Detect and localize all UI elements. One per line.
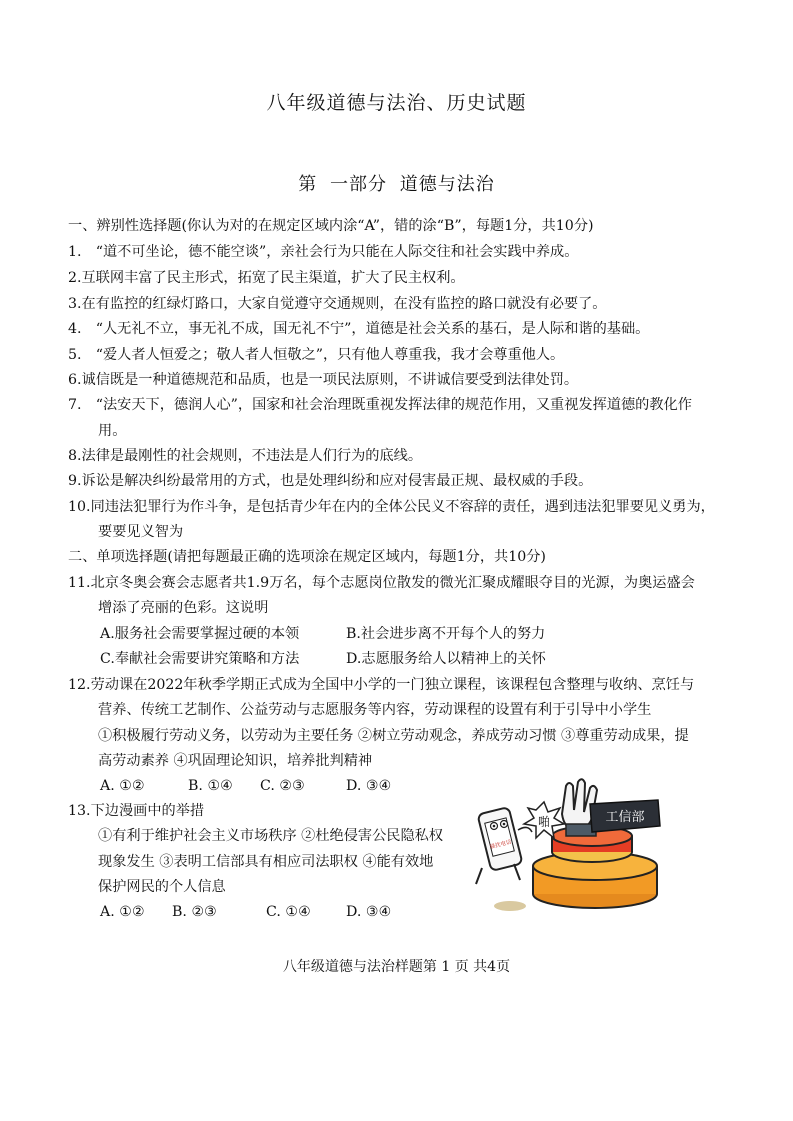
- sign-label: 工信部: [605, 810, 645, 825]
- q13-option-d: D. ③④: [346, 904, 392, 920]
- question-10: 10.同违法犯罪行为作斗争，是包括青少年在内的全体公民义不容辞的责任，遇到违法犯罪要见义勇为，: [68, 499, 715, 515]
- question-12: 12.劳动课在2022年秋季学期正式成为全国中小学的一门独立课程，该课程包含整理与收纳、烹饪与: [68, 677, 695, 693]
- q12-option-b: B. ①④: [188, 778, 233, 794]
- question-7: 7. “法安天下，德润人心”，国家和社会治理既重视发挥法律的规范作用，又重视发挥道德的教化作: [68, 397, 692, 413]
- q11-option-c: C.奉献社会需要讲究策略和方法: [100, 651, 300, 667]
- q13-option-a: A. ①②: [100, 904, 145, 920]
- question-10-cont: 要要见义智为: [98, 524, 184, 540]
- cartoon-illustration: [470, 774, 662, 922]
- question-6: 6.诚信既是一种道德规范和品质，也是一项民法原则，不讲诚信要受到法律处罚。: [68, 372, 579, 388]
- question-13-statements: ①有利于维护社会主义市场秩序 ②杜绝侵害公民隐私权: [98, 828, 444, 844]
- question-11: 11.北京冬奥会赛会志愿者共1.9万名，每个志愿岗位散发的微光汇聚成耀眼夺目的光源，为奥运盛会: [68, 575, 695, 591]
- q12-option-d: D. ③④: [346, 778, 392, 794]
- question-2: 2.互联网丰富了民主形式，拓宽了民主渠道，扩大了民主权利。: [68, 270, 465, 286]
- q11-option-a: A.服务社会需要掌握过硬的本领: [100, 626, 300, 642]
- section2-header: 二、单项选择题(请把每题最正确的选项涂在规定区域内，每题1分，共10分): [68, 549, 546, 565]
- question-9: 9.诉讼是解决纠纷最常用的方式，也是处理纠纷和应对侵害最正规、最权威的手段。: [68, 473, 593, 489]
- question-1: 1. “道不可坐论，德不能空谈”，亲社会行为只能在人际交往和社会实践中养成。: [68, 244, 579, 260]
- phone-label: 骚扰电话: [489, 839, 513, 851]
- question-13-statements-cont: 现象发生 ③表明工信部具有相应司法职权 ④能有效地: [98, 854, 434, 870]
- question-11-cont: 增添了亮丽的色彩。这说明: [98, 600, 269, 616]
- question-7-cont: 用。: [98, 423, 127, 439]
- dust-cloud: [494, 901, 526, 911]
- section1-header: 一、辨别性选择题(你认为对的在规定区域内涂“A”，错的涂“B”，每题1分，共10分): [68, 218, 594, 234]
- q11-option-b: B.社会进步离不开每个人的努力: [346, 626, 546, 642]
- stamp-base: [533, 826, 657, 908]
- q11-option-d: D.志愿服务给人以精神上的关怀: [346, 651, 546, 667]
- section-title: 第 一部分 道德与法治: [298, 174, 495, 195]
- question-3: 3.在有监控的红绿灯路口，大家自觉遵守交通规则，在没有监控的路口就没有必要了。: [68, 296, 607, 312]
- question-8: 8.法律是最刚性的社会规则，不违法是人们行为的底线。: [68, 448, 423, 464]
- q12-option-a: A. ①②: [100, 778, 145, 794]
- question-4: 4. “人无礼不立，事无礼不成，国无礼不宁”，道德是社会关系的基石，是人际和谐的基础。: [68, 321, 650, 337]
- question-12-statements: ①积极履行劳动义务，以劳动为主要任务 ②树立劳动观念，养成劳动习惯 ③尊重劳动成果，提: [98, 728, 689, 744]
- ministry-sign: [590, 800, 660, 832]
- bang-label: 啪: [537, 815, 551, 829]
- question-12-statements-cont: 高劳动素养 ④巩固理论知识，培养批判精神: [98, 753, 373, 769]
- q13-option-b: B. ②③: [172, 904, 217, 920]
- q12-option-c: C. ②③: [260, 778, 305, 794]
- question-12-cont: 营养、传统工艺制作、公益劳动与志愿服务等内容，劳动课程的设置有利于引导中小学生: [98, 702, 652, 718]
- question-5: 5. “爱人者人恒爱之；敬人者人恒敬之”，只有他人尊重我，我才会尊重他人。: [68, 347, 565, 363]
- question-13-statements-end: 保护网民的个人信息: [98, 879, 226, 895]
- question-13: 13.下边漫画中的举措: [68, 803, 205, 819]
- page-title: 八年级道德与法治、历史试题: [266, 92, 527, 114]
- page-footer: 八年级道德与法治样题第 1 页 共4页: [282, 959, 511, 975]
- q13-option-c: C. ①④: [266, 904, 311, 920]
- phone-character: [476, 807, 532, 884]
